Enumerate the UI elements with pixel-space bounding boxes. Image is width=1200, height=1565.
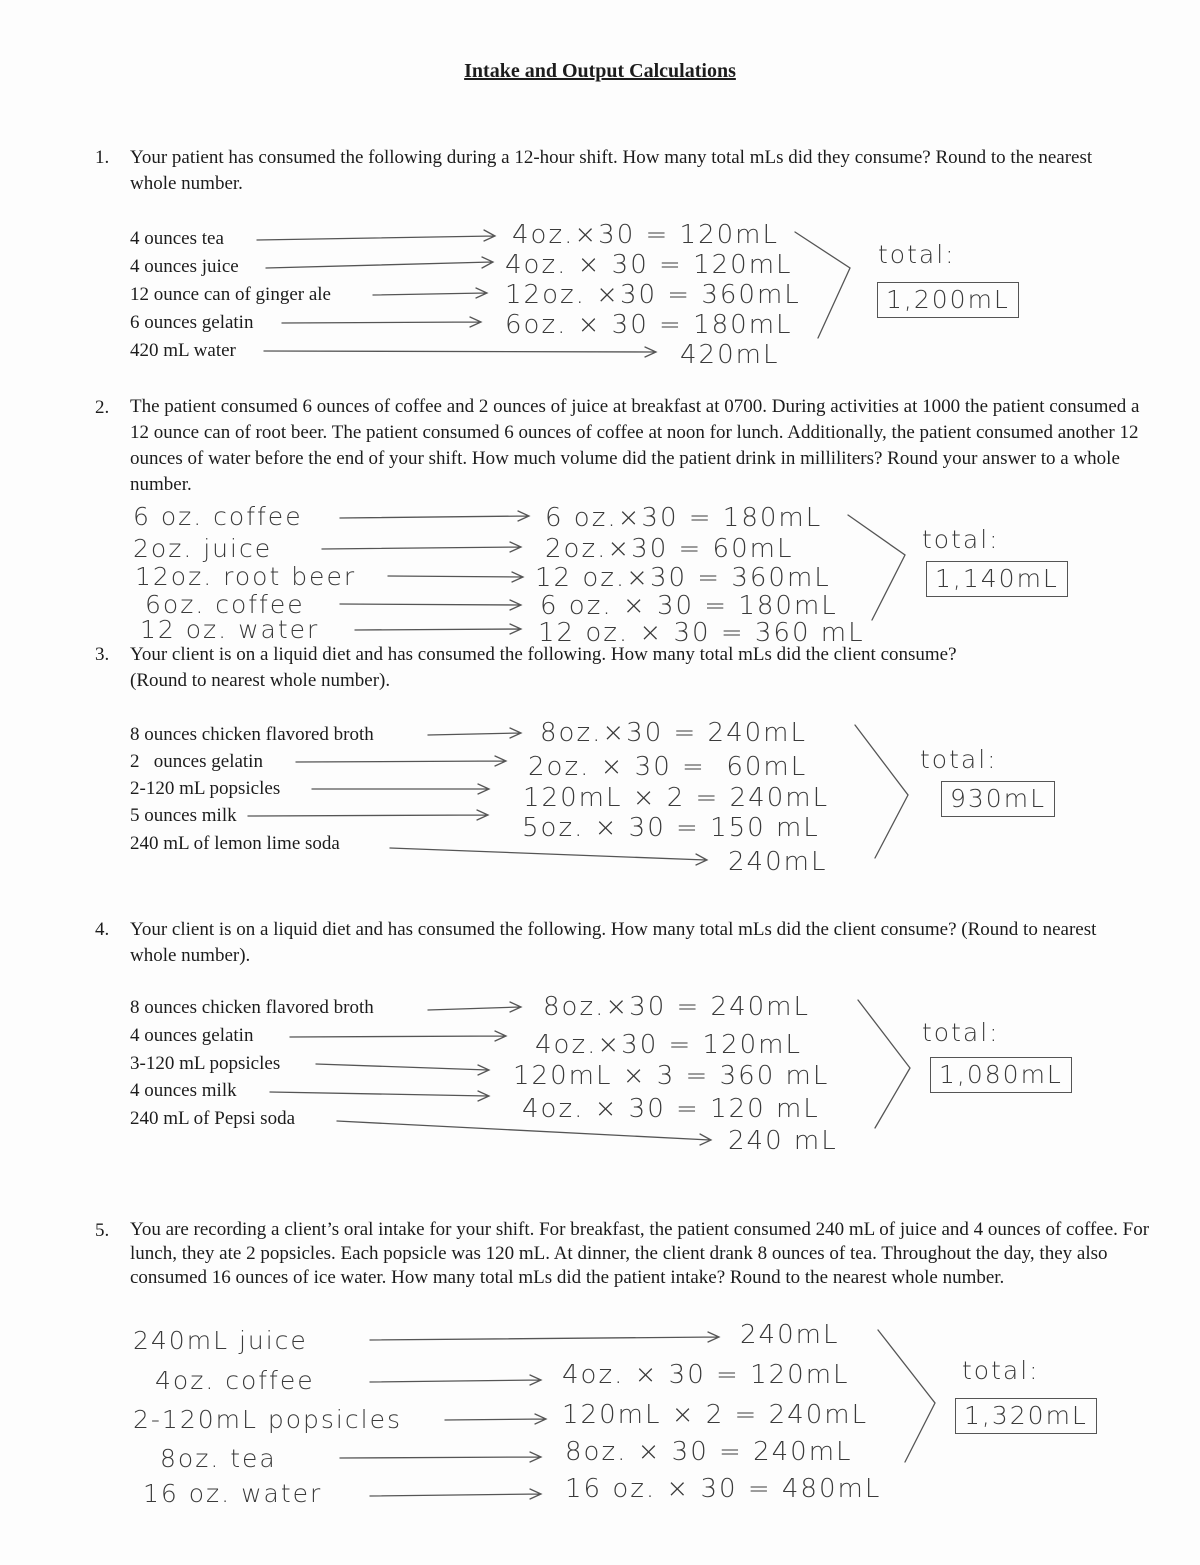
q1-total-label: total: bbox=[878, 240, 956, 269]
q1-item-1: 4 ounces tea bbox=[130, 228, 224, 249]
q1-calc-5: 420mL bbox=[680, 340, 780, 370]
q5-calc-2: 4oz. × 30 = 120mL bbox=[562, 1360, 850, 1390]
q5-calc-4: 8oz. × 30 = 240mL bbox=[565, 1437, 853, 1467]
q5-calc-5: 16 oz. × 30 = 480mL bbox=[565, 1474, 882, 1504]
q4-calc-3: 120mL × 3 = 360 mL bbox=[513, 1061, 830, 1091]
q1-item-4: 6 ounces gelatin bbox=[130, 312, 254, 333]
q1-item-3: 12 ounce can of ginger ale bbox=[130, 284, 331, 305]
q4-calc-1: 8oz.×30 = 240mL bbox=[543, 992, 810, 1022]
q1-total-value: 1,200mL bbox=[877, 282, 1019, 318]
q4-number: 4. bbox=[95, 919, 110, 940]
q4-calc-4: 4oz. × 30 = 120 mL bbox=[522, 1094, 820, 1124]
q2-item-1: 6 oz. coffee bbox=[133, 502, 303, 531]
q2-calc-4: 6 oz. × 30 = 180mL bbox=[540, 591, 838, 621]
q4-item-2: 4 ounces gelatin bbox=[130, 1025, 254, 1046]
q3-calc-2: 2oz. × 30 = 60mL bbox=[528, 752, 808, 782]
q3-item-1: 8 ounces chicken flavored broth bbox=[130, 724, 374, 745]
q5-calc-1: 240mL bbox=[740, 1320, 840, 1350]
page-title: Intake and Output Calculations bbox=[464, 60, 736, 82]
q5-number: 5. bbox=[95, 1220, 110, 1241]
q4-calc-2: 4oz.×30 = 120mL bbox=[535, 1030, 802, 1060]
q5-item-5: 16 oz. water bbox=[143, 1479, 323, 1508]
q3-item-4: 5 ounces milk bbox=[130, 805, 237, 826]
q4-total-value: 1,080mL bbox=[930, 1057, 1072, 1093]
q3-total-value: 930mL bbox=[941, 781, 1055, 817]
q1-calc-2: 4oz. × 30 = 120mL bbox=[505, 250, 793, 280]
q3-calc-1: 8oz.×30 = 240mL bbox=[540, 718, 807, 748]
q3-total-label: total: bbox=[920, 745, 998, 774]
q2-item-3: 12oz. root beer bbox=[135, 562, 357, 591]
q5-total-label: total: bbox=[962, 1356, 1040, 1385]
q3-calc-4: 5oz. × 30 = 150 mL bbox=[522, 813, 820, 843]
q4-text: Your client is on a liquid diet and has consumed the following. How many total mLs did the client consume? (Round to nearest whole number). bbox=[130, 919, 1097, 966]
q1-text: Your patient has consumed the following during a 12-hour shift. How many total mLs did they consume? Round to the nearest whole number. bbox=[130, 147, 1093, 194]
q2-item-2: 2oz. juice bbox=[133, 534, 273, 563]
q4-item-1: 8 ounces chicken flavored broth bbox=[130, 997, 374, 1018]
q4-item-5: 240 mL of Pepsi soda bbox=[130, 1108, 296, 1129]
q5-item-2: 4oz. coffee bbox=[155, 1366, 315, 1395]
q3-calc-3: 120mL × 2 = 240mL bbox=[523, 783, 830, 813]
q5-item-3: 2-120mL popsicles bbox=[133, 1405, 402, 1434]
q2-calc-3: 12 oz.×30 = 360mL bbox=[535, 563, 831, 593]
q3-item-3: 2-120 mL popsicles bbox=[130, 778, 281, 799]
q2-total-value: 1,140mL bbox=[926, 561, 1068, 597]
q2-item-4: 6oz. coffee bbox=[145, 590, 305, 619]
q1-number: 1. bbox=[95, 147, 110, 168]
q4-calc-5: 240 mL bbox=[728, 1126, 838, 1156]
q2-calc-2: 2oz.×30 = 60mL bbox=[545, 534, 794, 564]
q2-calc-1: 6 oz.×30 = 180mL bbox=[545, 503, 823, 533]
q5-text: You are recording a client’s oral intake for your shift. For breakfast, the patient consumed 240 mL of juice and 4 ounces of coffee. For lunch, they ate 2 popsicles. Each popsicle was 120 mL. At dinner, the client drank 8 ounces of tea. Throughout the day, they also consumed 16 ounces of ice water. How many total mLs did the patient intake? Round to the nearest whole number. bbox=[130, 1219, 1150, 1288]
q1-item-2: 4 ounces juice bbox=[130, 256, 239, 277]
q1-item-5: 420 mL water bbox=[130, 340, 236, 361]
q4-item-3: 3-120 mL popsicles bbox=[130, 1053, 281, 1074]
q1-calc-3: 12oz. ×30 = 360mL bbox=[505, 280, 801, 310]
q2-calc-5: 12 oz. × 30 = 360 mL bbox=[538, 618, 865, 648]
q2-text: The patient consumed 6 ounces of coffee and 2 ounces of juice at breakfast at 0700. During activities at 1000 the patient consumed a 12 ounce can of root beer. The patient consumed 6 ounces of coffee at noon for lunch. Additionally, the patient consumed another 12 ounces of water before the end of your shift. How much volume did the patient drink in milliliters? Round your answer to a whole number. bbox=[130, 396, 1140, 495]
q3-number: 3. bbox=[95, 644, 110, 665]
q4-item-4: 4 ounces milk bbox=[130, 1080, 237, 1101]
q3-calc-5: 240mL bbox=[728, 847, 828, 877]
q3-text: Your client is on a liquid diet and has consumed the following. How many total mLs did the client consume? (Round to nearest whole number). bbox=[130, 644, 957, 691]
q2-total-label: total: bbox=[922, 525, 1000, 554]
q4-total-label: total: bbox=[922, 1018, 1000, 1047]
q5-item-1: 240mL juice bbox=[133, 1326, 308, 1355]
q5-item-4: 8oz. tea bbox=[160, 1444, 277, 1473]
q3-item-2: 2 ounces gelatin bbox=[130, 751, 263, 772]
q2-item-5: 12 oz. water bbox=[140, 615, 320, 644]
q1-calc-4: 6oz. × 30 = 180mL bbox=[505, 310, 793, 340]
q2-number: 2. bbox=[95, 397, 110, 418]
q5-calc-3: 120mL × 2 = 240mL bbox=[562, 1400, 869, 1430]
q3-item-5: 240 mL of lemon lime soda bbox=[130, 833, 340, 854]
q5-total-value: 1,320mL bbox=[955, 1398, 1097, 1434]
q1-calc-1: 4oz.×30 = 120mL bbox=[512, 220, 779, 250]
